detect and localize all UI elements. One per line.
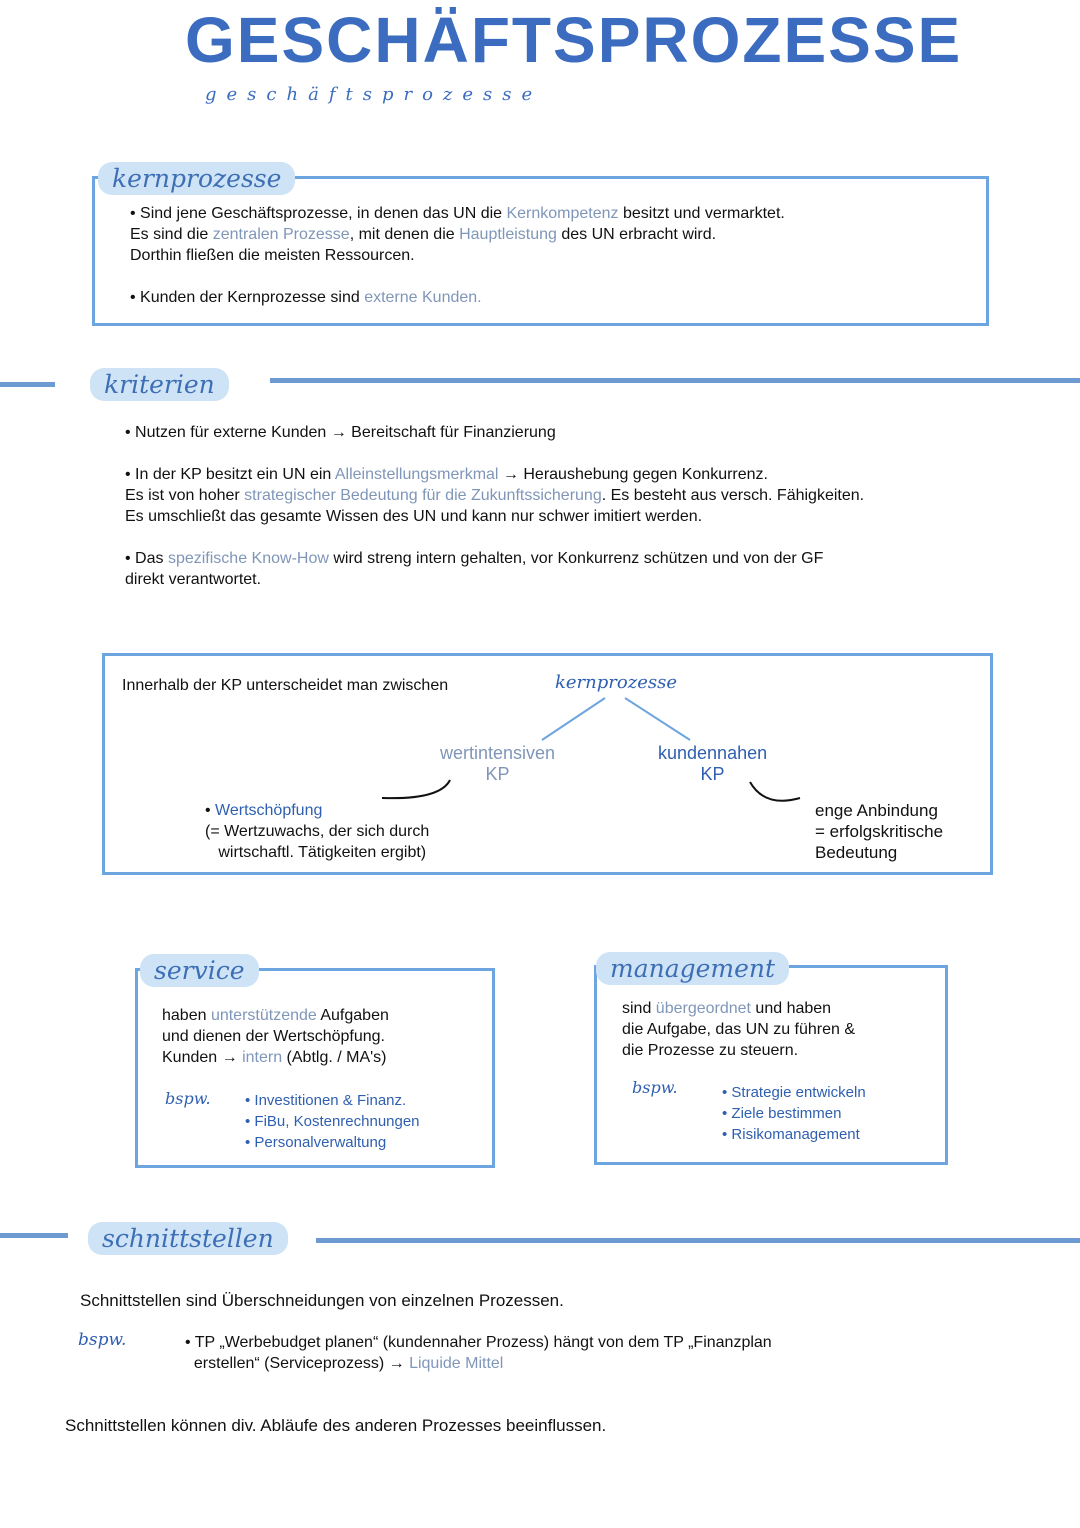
- text-segment: sind: [622, 1000, 656, 1017]
- text-segment: des UN erbracht wird. Dorthin fließen die meisten Ressourcen.: [130, 226, 717, 264]
- highlighted-term: unterstützende: [210, 1007, 317, 1024]
- divider: [316, 1238, 1080, 1243]
- list-item: • Strategie entwickeln: [722, 1084, 866, 1101]
- schnitt-paragraph-2: Schnittstellen können div. Abläufe des anderen Prozesses beeinflussen.: [65, 1416, 607, 1435]
- highlighted-term: zentralen Prozesse: [212, 226, 350, 243]
- kp-intro: Innerhalb der KP unterscheidet man zwischen: [122, 677, 449, 694]
- kern-paragraph-2: [130, 287, 482, 308]
- management-text: [622, 998, 855, 1061]
- text-segment: • In der KP besitzt ein UN ein: [125, 466, 335, 483]
- text-segment: • Nutzen für externe Kunden → Bereitschaft für Finanzierung: [125, 424, 556, 441]
- list-item: • Risikomanagement: [722, 1126, 860, 1143]
- divider: [0, 1233, 68, 1238]
- highlighted-term: intern: [242, 1049, 283, 1066]
- text-segment: besitzt und vermarktet.: [618, 205, 785, 222]
- highlighted-term: Alleinstellungsmerkmal: [334, 466, 499, 483]
- kriterien-paragraph-3: [125, 548, 823, 590]
- management-bspw: bspw.: [632, 1078, 678, 1097]
- schnitt-bspw: bspw.: [78, 1330, 127, 1350]
- kriterien-paragraph-2: [125, 464, 864, 527]
- kernprozesse-label: kernprozesse: [98, 162, 295, 195]
- text-segment: • Das: [125, 550, 168, 567]
- kp-left-note: [205, 800, 429, 863]
- highlighted-term: Wertschöpfung: [215, 802, 323, 819]
- list-item: • Ziele bestimmen: [722, 1105, 842, 1122]
- kern-paragraph-1: [130, 203, 785, 266]
- highlighted-term: spezifische Know-How: [167, 550, 329, 567]
- service-label: service: [140, 954, 259, 987]
- kp-root-label: kernprozesse: [555, 672, 677, 693]
- text-segment: •: [205, 802, 216, 819]
- text-segment: → Heraushebung gegen Konkurrenz. Es ist von hoher: [125, 466, 768, 504]
- text-segment: Es sind die: [130, 226, 209, 243]
- service-text: [162, 1005, 389, 1068]
- list-item: • FiBu, Kostenrechnungen: [245, 1113, 420, 1130]
- text-segment: und haben die Aufgabe, das UN zu führen & die Prozesse zu steuern.: [622, 1000, 856, 1059]
- kriterien-label: kriterien: [90, 368, 229, 401]
- schnitt-paragraph-1: Schnittstellen sind Überschneidungen von einzelnen Prozessen.: [80, 1291, 564, 1310]
- text-segment: (Abtlg. / MA's): [282, 1049, 387, 1066]
- divider: [0, 382, 55, 387]
- text-segment: , mit denen die: [349, 226, 460, 243]
- text-segment: haben: [162, 1007, 211, 1024]
- text-segment: Aufgaben und dienen der Wertschöpfung. Kunden →: [162, 1007, 389, 1066]
- management-examples: [722, 1082, 866, 1145]
- highlighted-term: Hauptleistung: [459, 226, 557, 243]
- branch-line-right: [625, 698, 690, 740]
- page-title: GESCHÄFTSPROZESSE: [185, 4, 963, 76]
- text-segment: • Sind jene Geschäftsprozesse, in denen das UN die: [130, 205, 507, 222]
- highlighted-term: externe Kunden.: [364, 289, 482, 306]
- service-bspw: bspw.: [165, 1089, 211, 1108]
- kp-right-note: enge Anbindung = erfolgskritische Bedeutung: [815, 801, 944, 862]
- text-segment: (= Wertzuwachs, der sich durch wirtschaftl. Tätigkeiten ergibt): [205, 823, 430, 861]
- list-item: • Personalverwaltung: [245, 1134, 387, 1151]
- schnitt-example: [185, 1332, 772, 1374]
- kriterien-paragraph-1: [125, 422, 556, 443]
- list-item: • Investitionen & Finanz.: [245, 1092, 407, 1109]
- service-examples: [245, 1090, 420, 1153]
- kp-kundennah: kundennahen KP: [658, 743, 768, 784]
- page-subtitle: geschäftsprozesse: [205, 84, 543, 105]
- text-segment: . Es besteht aus versch. Fähigkeiten. Es umschließt das gesamte Wissen des UN und kann nur schwer imitiert werden.: [125, 487, 865, 525]
- text-segment: • TP „Werbebudget planen“ (kundennaher Prozess) hängt von dem TP „Finanzplan erstellen“ (Serviceprozess) →: [185, 1334, 772, 1372]
- management-label: management: [596, 952, 789, 985]
- text-segment: wird streng intern gehalten, vor Konkurrenz schützen und von der GF direkt verantwortet.: [125, 550, 824, 588]
- text-segment: • Kunden der Kernprozesse sind: [130, 289, 365, 306]
- divider: [270, 378, 1080, 383]
- branch-line-left: [542, 698, 605, 740]
- highlighted-term: Kernkompetenz: [506, 205, 619, 222]
- highlighted-term: strategischer Bedeutung für die Zukunftssicherung: [244, 487, 602, 504]
- highlighted-term: Liquide Mittel: [409, 1355, 504, 1372]
- kp-wertintensiv: wertintensiven KP: [440, 743, 556, 784]
- schnittstellen-label: schnittstellen: [88, 1222, 288, 1255]
- highlighted-term: übergeordnet: [655, 1000, 751, 1017]
